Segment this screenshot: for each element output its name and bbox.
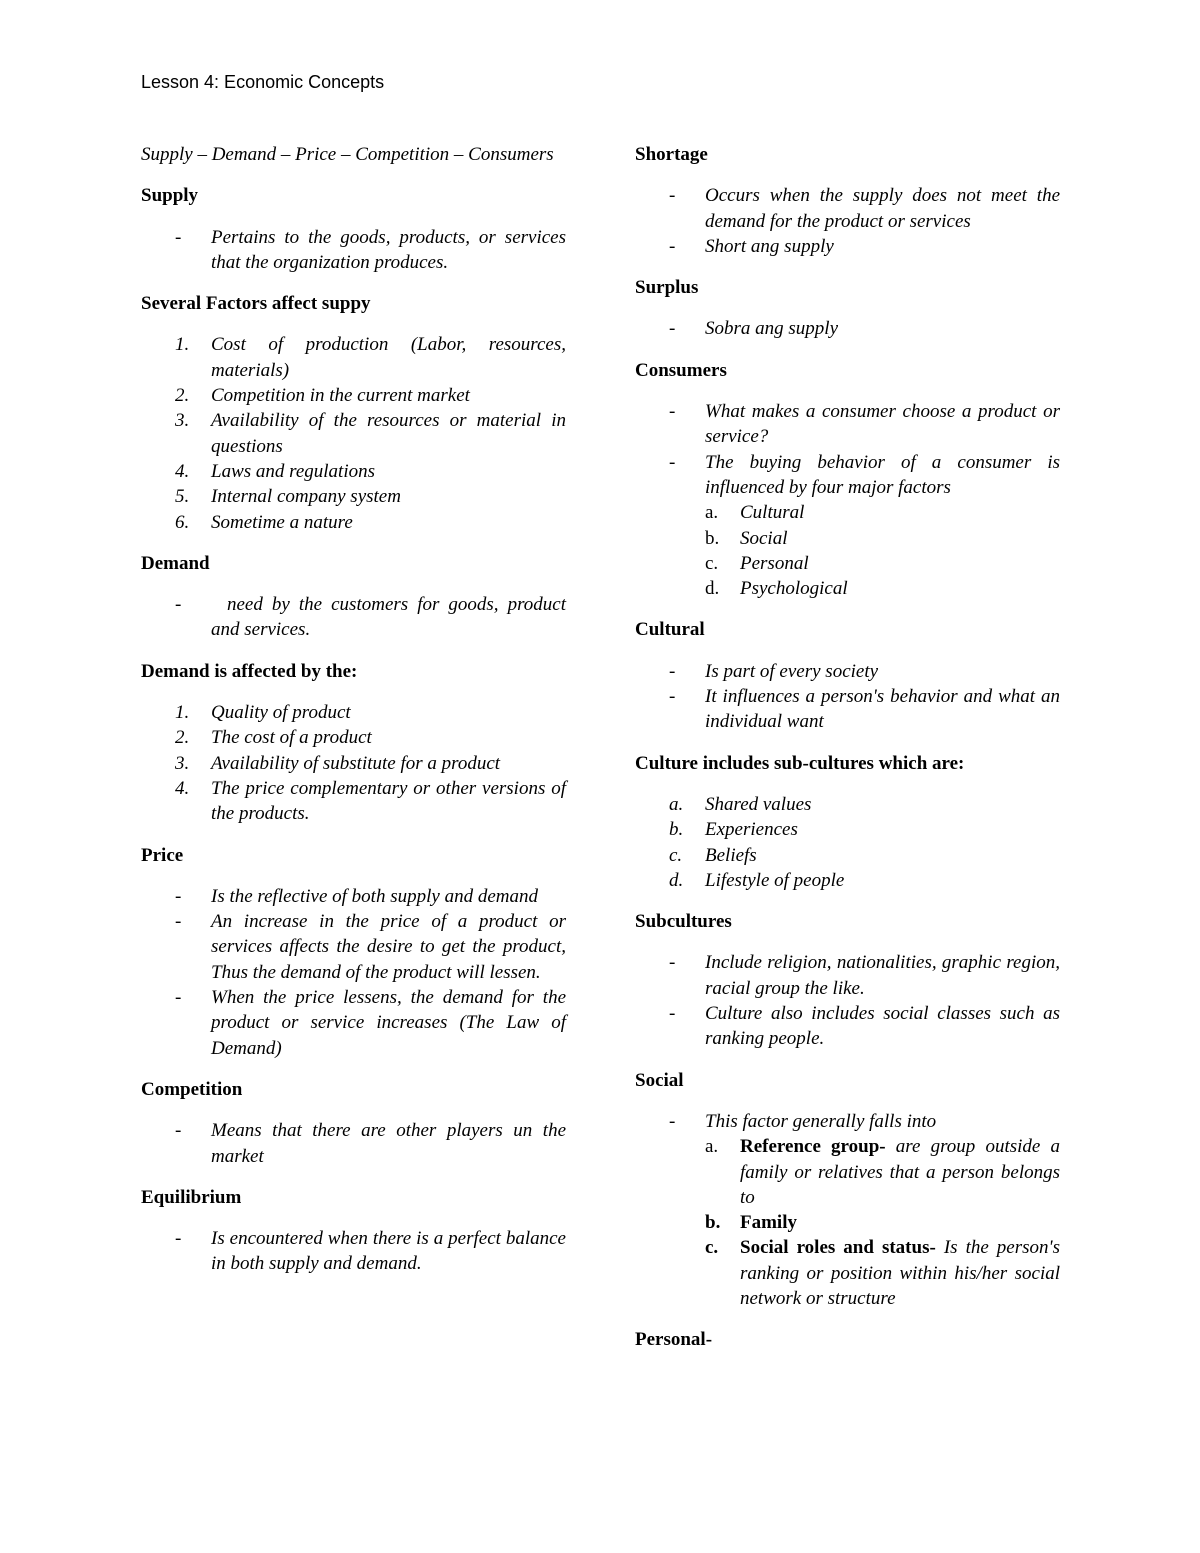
list-item: 2. Competition in the current market	[175, 385, 470, 407]
heading-subcultures-list: Culture includes sub-cultures which are:	[635, 752, 965, 774]
list-item: 4. Laws and regulations	[175, 460, 375, 482]
heading-demand: Demand	[141, 552, 210, 574]
list-item: 1. Quality of product	[175, 702, 351, 724]
heading-consumers: Consumers	[635, 359, 727, 381]
list-item: - Pertains to the goods, products, or services that the organization produces.	[175, 226, 566, 273]
list-item: - The buying behavior of a consumer is influenced by four major factors a. Cultural b. Social c. Personal d. Psychological	[635, 450, 1060, 602]
list-item: 2. The cost of a product	[175, 727, 372, 749]
heading-equilibrium: Equilibrium	[141, 1186, 242, 1208]
list-item: 5. Internal company system	[175, 486, 401, 508]
demand-list	[141, 592, 566, 643]
heading-price: Price	[141, 844, 184, 866]
consumer-factors-sublist	[705, 500, 1060, 601]
list-item: b. Experiences	[669, 819, 798, 841]
list-item: - Is the reflective of both supply and demand	[175, 885, 538, 907]
list-item: - Sobra ang supply	[669, 318, 838, 340]
competition-list	[141, 1118, 566, 1169]
right-column	[635, 142, 1060, 1369]
list-item: 3. Availability of the resources or material in questions	[175, 410, 566, 457]
heading-competition: Competition	[141, 1078, 243, 1100]
heading-cultural: Cultural	[635, 619, 705, 641]
list-item: - What makes a consumer choose a product or service?	[669, 401, 1060, 448]
social-sublist	[705, 1134, 1060, 1311]
subcultures-list	[635, 792, 1060, 893]
social-list	[635, 1109, 1060, 1311]
list-item: - Occurs when the supply does not meet the demand for the product or services	[669, 185, 1060, 232]
list-item: c. Beliefs	[669, 844, 757, 866]
heading-personal: Personal-	[635, 1329, 713, 1351]
heading-supply-factors: Several Factors affect suppy	[141, 293, 371, 315]
list-item: - When the price lessens, the demand for the product or service increases (The Law of Demand)	[175, 987, 566, 1059]
list-item: c. Social roles and status- Is the person's ranking or position within his/her social network or structure	[705, 1237, 1060, 1309]
heading-supply: Supply	[141, 185, 199, 207]
list-item: a. Shared values	[669, 793, 812, 815]
list-item: c. Personal	[705, 552, 809, 574]
page-header: Lesson 4: Economic Concepts	[141, 72, 385, 92]
list-item: - Means that there are other players un the market	[175, 1120, 566, 1167]
list-item: - need by the customers for goods, product and services.	[175, 594, 566, 641]
list-item: b. Family	[705, 1212, 797, 1234]
list-item: d. Lifestyle of people	[669, 869, 845, 891]
dash-bullet: -	[175, 226, 182, 248]
list-item: - An increase in the price of a product or services affects the desire to get the product, Thus the demand of the product will lessen.	[175, 911, 566, 983]
list-item: - Is part of every society	[669, 660, 879, 682]
list-item: 1. Cost of production (Labor, resources, materials)	[175, 334, 566, 381]
equilibrium-list	[141, 1226, 566, 1277]
heading-demand-affected: Demand is affected by the:	[141, 660, 358, 682]
heading-shortage: Shortage	[635, 144, 708, 165]
list-item: - Short ang supply	[669, 235, 834, 257]
list-item: 4. The price complementary or other versions of the products.	[175, 777, 566, 825]
left-column	[141, 142, 566, 1293]
list-item: - This factor generally falls into a. Reference group- are group outside a family or relatives that a person belongs to b. Family c. Social roles and status- Is the person's ranking or position within his/her social network or structure	[635, 1109, 1060, 1311]
list-item: - Include religion, nationalities, graphic region, racial group the like.	[669, 952, 1060, 999]
list-item: a. Cultural	[705, 502, 805, 524]
list-item: d. Psychological	[705, 578, 848, 600]
list-item: - Is encountered when there is a perfect balance in both supply and demand.	[175, 1228, 566, 1275]
list-item: - It influences a person's behavior and what an individual want	[669, 686, 1060, 733]
consumers-list	[635, 399, 1060, 601]
list-item: b. Social	[705, 527, 788, 549]
title-line: Supply – Demand – Price – Competition – Consumers	[141, 144, 554, 165]
price-list	[141, 884, 566, 1061]
list-item: 3. Availability of substitute for a product	[175, 752, 501, 774]
list-item: 6. Sometime a nature	[175, 511, 353, 533]
cultural-list	[635, 659, 1060, 735]
shortage-list	[635, 183, 1060, 259]
heading-subcultures: Subcultures	[635, 911, 732, 933]
heading-social: Social	[635, 1069, 684, 1091]
supply-factors-list	[141, 332, 566, 534]
list-item: - Culture also includes social classes such as ranking people.	[669, 1003, 1060, 1050]
supply-list	[141, 225, 566, 276]
heading-surplus: Surplus	[635, 277, 699, 299]
surplus-list	[635, 316, 1060, 341]
demand-affected-list	[141, 700, 566, 826]
list-item: a. Reference group- are group outside a family or relatives that a person belongs to	[705, 1136, 1061, 1208]
subcultures-desc-list	[635, 950, 1060, 1051]
